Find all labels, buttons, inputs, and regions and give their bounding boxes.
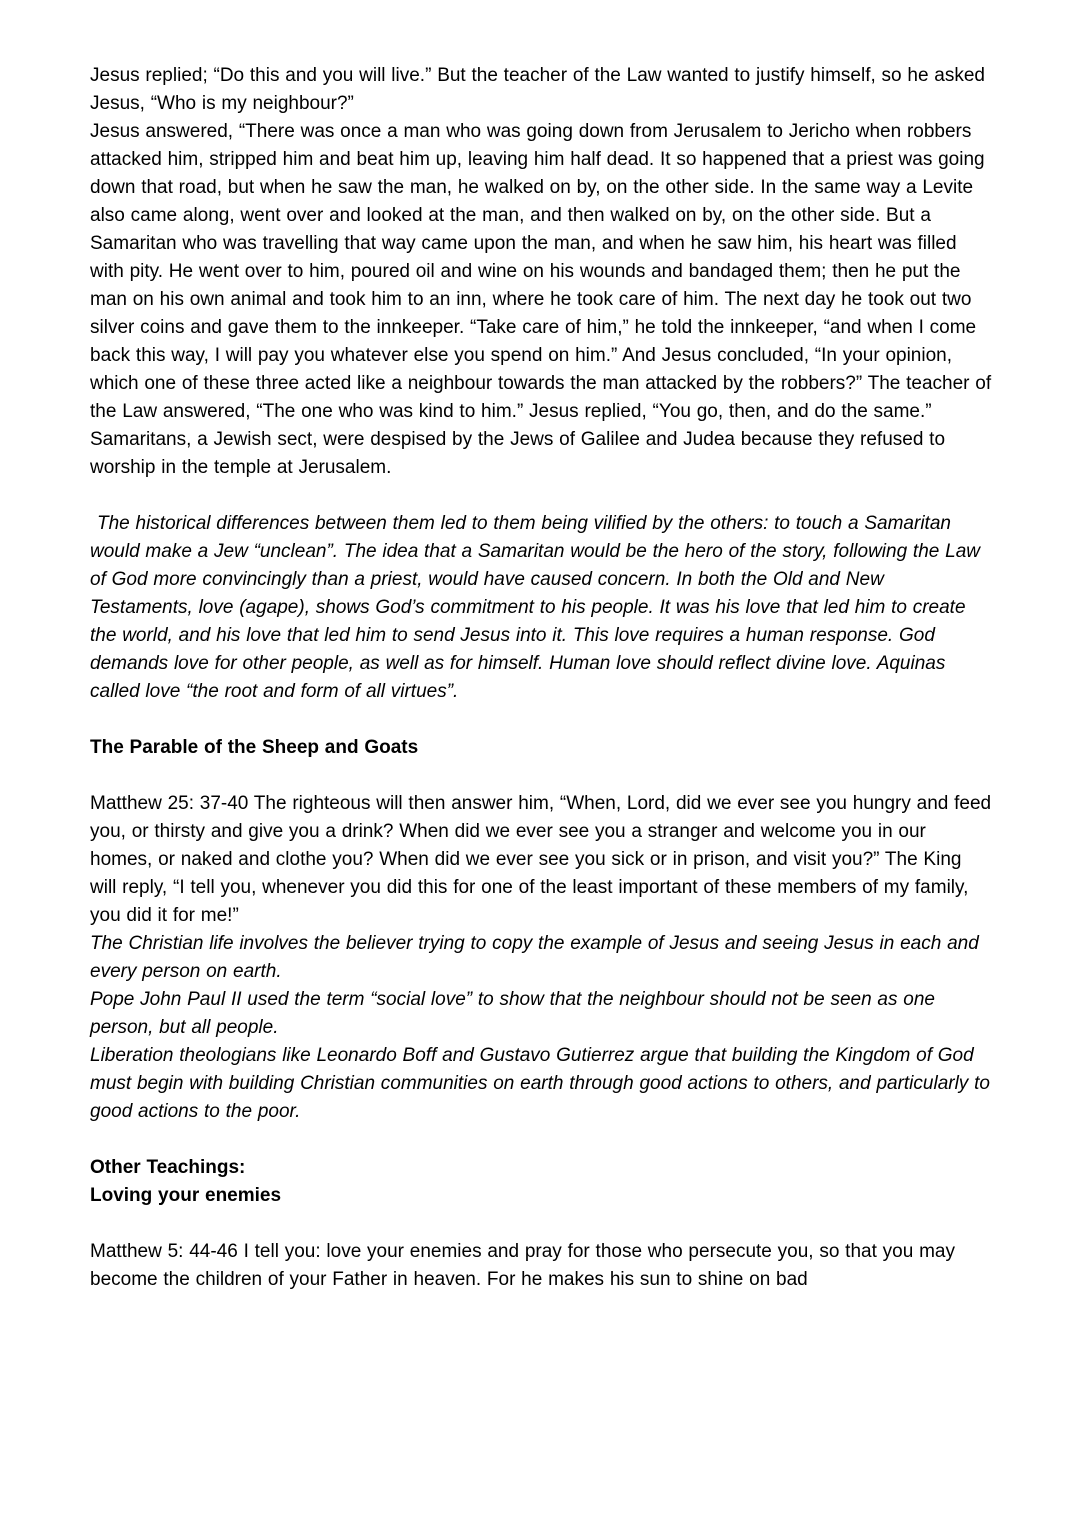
paragraph-historical-differences-commentary: The historical differences between them led to them being vilified by the others: to touch a Samaritan would make a Jew “unclean”. The idea that a Samaritan would be the hero of the story, following the Law of God more convincingly than a priest, would have caused concern. In both the Old and New Testaments, love (agape), shows God’s commitment to his people. It was his love that led him to create the world, and his love that led him to send Jesus into it. This love requires a human response. God demands love for other people, as well as for himself. Human love should reflect divine love. Aquinas called love “the root and form of all virtues”.: [90, 513, 980, 702]
heading-loving-your-enemies: Loving your enemies: [90, 1185, 282, 1206]
heading-other-teachings: Other Teachings:: [90, 1157, 246, 1178]
paragraph-matthew-25-passage: Matthew 25: 37-40 The righteous will then answer him, “When, Lord, did we ever see you hungry and feed you, or thirsty and give you a drink? When did we ever see you a stranger and welcome you in our homes, or naked and clothe you? When did we ever see you sick or in prison, and visit you?” The King will reply, “I tell you, whenever you did this for one of the least important of these members of my family, you did it for me!”: [90, 793, 992, 926]
paragraph-samaritans-note: Samaritans, a Jewish sect, were despised by the Jews of Galilee and Judea because they refused to worship in the temple at Jerusalem.: [90, 429, 946, 478]
paragraph-good-samaritan-parable: Jesus answered, “There was once a man who was going down from Jerusalem to Jericho when robbers attacked him, stripped him and beat him up, leaving him half dead. It so happened that a priest was going down that road, but when he saw the man, he walked on by, on the other side. In the same way a Levite also came along, went over and looked at the man, and then walked on by, on the other side. But a Samaritan who was travelling that way came upon the man, and when he saw him, his heart was filled with pity. He went over to him, poured oil and wine on his wounds and bandaged them; then he put the man on his own animal and took him to an inn, where he took care of him. The next day he took out two silver coins and gave them to the innkeeper. “Take care of him,” he told the innkeeper, “and when I come back this way, I will pay you whatever else you spend on him.” And Jesus concluded, “In your opinion, which one of these three acted like a neighbour towards the man attacked by the robbers?” The teacher of the Law answered, “The one who was kind to him.” Jesus replied, “You go, then, and do the same.”: [90, 121, 992, 422]
paragraph-pope-john-paul-commentary: Pope John Paul II used the term “social love” to show that the neighbour should not be seen as one person, but all people.: [90, 989, 935, 1038]
heading-sheep-and-goats: The Parable of the Sheep and Goats: [90, 737, 419, 758]
paragraph-matthew-5-passage: Matthew 5: 44-46 I tell you: love your enemies and pray for those who persecute you, so that you may become the children of your Father in heaven. For he makes his sun to shine on bad: [90, 1241, 955, 1290]
paragraph-jesus-replied-intro: Jesus replied; “Do this and you will live.” But the teacher of the Law wanted to justify himself, so he asked Jesus, “Who is my neighbour?”: [90, 65, 986, 114]
paragraph-christian-life-commentary: The Christian life involves the believer trying to copy the example of Jesus and seeing Jesus in each and every person on earth.: [90, 933, 979, 982]
paragraph-liberation-theologians-commentary: Liberation theologians like Leonardo Boff and Gustavo Gutierrez argue that building the Kingdom of God must begin with building Christian communities on earth through good actions to others, and particularly to good actions to the poor.: [90, 1045, 990, 1122]
